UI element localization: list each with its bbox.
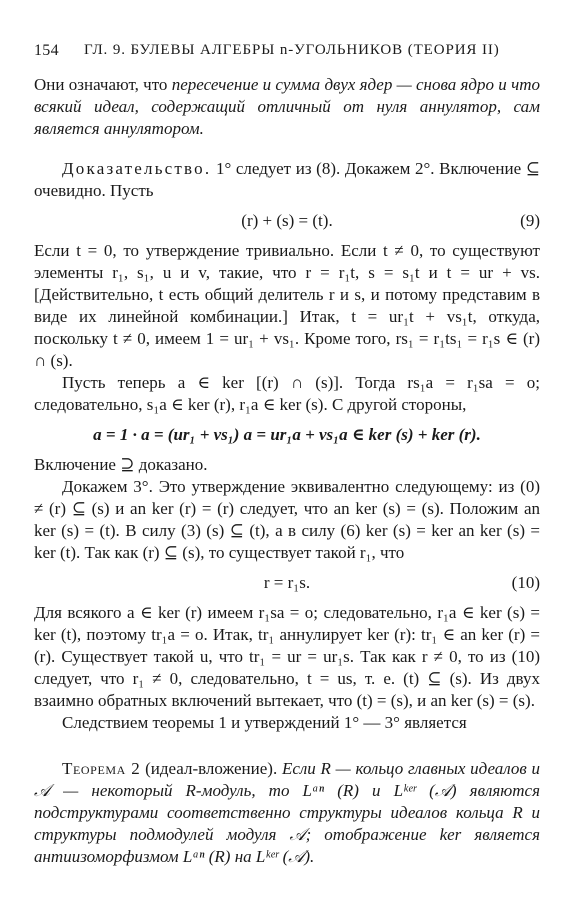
paragraph-closing-statement: [34, 74, 540, 140]
equation-10-number: (10): [511, 573, 540, 592]
running-header: [34, 42, 544, 64]
paragraph-case-analysis: Если t = 0, то утверждение тривиально. Если t ≠ 0, то существуют элементы r₁, s₁, u и v, такие, что r = r₁t, s = s₁t и t = ur + vs. [Действительно, t есть общий делитель r и s, и потому представим в виде их линейной комбинации.] Итак, t = ur₁t + vs₁t, откуда, поскольку t ≠ 0, имеем 1 = ur₁ + vs₁. Кроме того, rs₁ = r₁ts₁ = r₁s ∈ (r) ∩ (s).: [34, 241, 540, 370]
paragraph-lead: Они означают, что: [34, 75, 172, 94]
page-number: 154: [34, 42, 59, 59]
paragraph-proof-3: Докажем 3°. Это утверждение эквивалентно следующему: из (0) ≠ (r) ⊆ (s) и an ker (r) = (r) следует, что an ker (s) = (s). Положим an ker (s) = (t). В силу (3) (s) ⊆ (t), а в силу (6) ker (s) = ker an ker (s) = ker (t). Так как (r) ⊆ (s), то существует такой r₁, что: [34, 477, 540, 562]
theorem-name: (идеал-вложение).: [140, 759, 282, 778]
proof-label: Доказательство.: [62, 159, 212, 178]
proof-text: 1° следует из (8). Докажем 2°. Включение ⊆ очевидно. Пусть: [34, 159, 540, 200]
theorem-statement: Если R — кольцо главных идеалов и 𝒜 — некоторый R-модуль, то Lᵃⁿ (R) и Lᵏᵉʳ (𝒜) являются подструктурами соответственно структуры идеалов кольца R и структуры подмодулей модуля 𝒜; отображение ker является антиизоморфизмом Lᵃⁿ (R) на Lᵏᵉʳ (𝒜).: [34, 759, 541, 866]
equation-decomposition-formula: a = 1 · a = (ur₁ + vs₁) a = ur₁a + vs₁a ∈ ker (s) + ker (r).: [93, 425, 481, 444]
proof-start: [34, 158, 540, 202]
paragraph-annihilator: Для всякого a ∈ ker (r) имеем r₁sa = o; следовательно, r₁a ∈ ker (s) = ker (t), поэтому tr₁a = o. Итак, tr₁ аннулирует ker (r): tr₁ ∈ an ker (r) = (r). Существует такой u, что tr₁ = ur = ur₁s. Так как r ≠ 0, то из (10) следует, что r₁ ≠ 0, следовательно, t = us, т. е. (t) ⊆ (s). Из двух взаимно обратных включений вытекает, что (t) = (s), и an ker (s) = (s).: [34, 603, 540, 710]
page-body: [34, 74, 540, 868]
paragraph-corollary-lead: Следствием теоремы 1 и утверждений 1° — 3° является: [62, 713, 467, 732]
equation-decomposition: [34, 424, 540, 446]
theorem-label: Теорема 2: [62, 759, 141, 778]
running-title: ГЛ. 9. БУЛЕВЫ АЛГЕБРЫ n-УГОЛЬНИКОВ (ТЕОРИЯ II): [84, 42, 500, 58]
theorem-2: [34, 758, 540, 868]
equation-9-formula: (r) + (s) = (t).: [241, 211, 333, 230]
equation-9-number: (9): [520, 211, 540, 230]
equation-10-formula: r = r₁s.: [263, 573, 311, 592]
paragraph-kernel-argument: Пусть теперь a ∈ ker [(r) ∩ (s)]. Тогда rs₁a = r₁sa = o; следовательно, s₁a ∈ ker (r), r₁a ∈ ker (s). С другой стороны,: [34, 373, 540, 414]
equation-9: [34, 210, 540, 232]
paragraph-inclusion-proved: Включение ⊇ доказано.: [34, 455, 208, 474]
emphasis-text: пересечение и сумма двух ядер — снова ядро и что всякий идеал, содержащий отличный от нуля аннулятор, сам является аннулятором.: [34, 75, 540, 138]
equation-10: [34, 572, 540, 594]
